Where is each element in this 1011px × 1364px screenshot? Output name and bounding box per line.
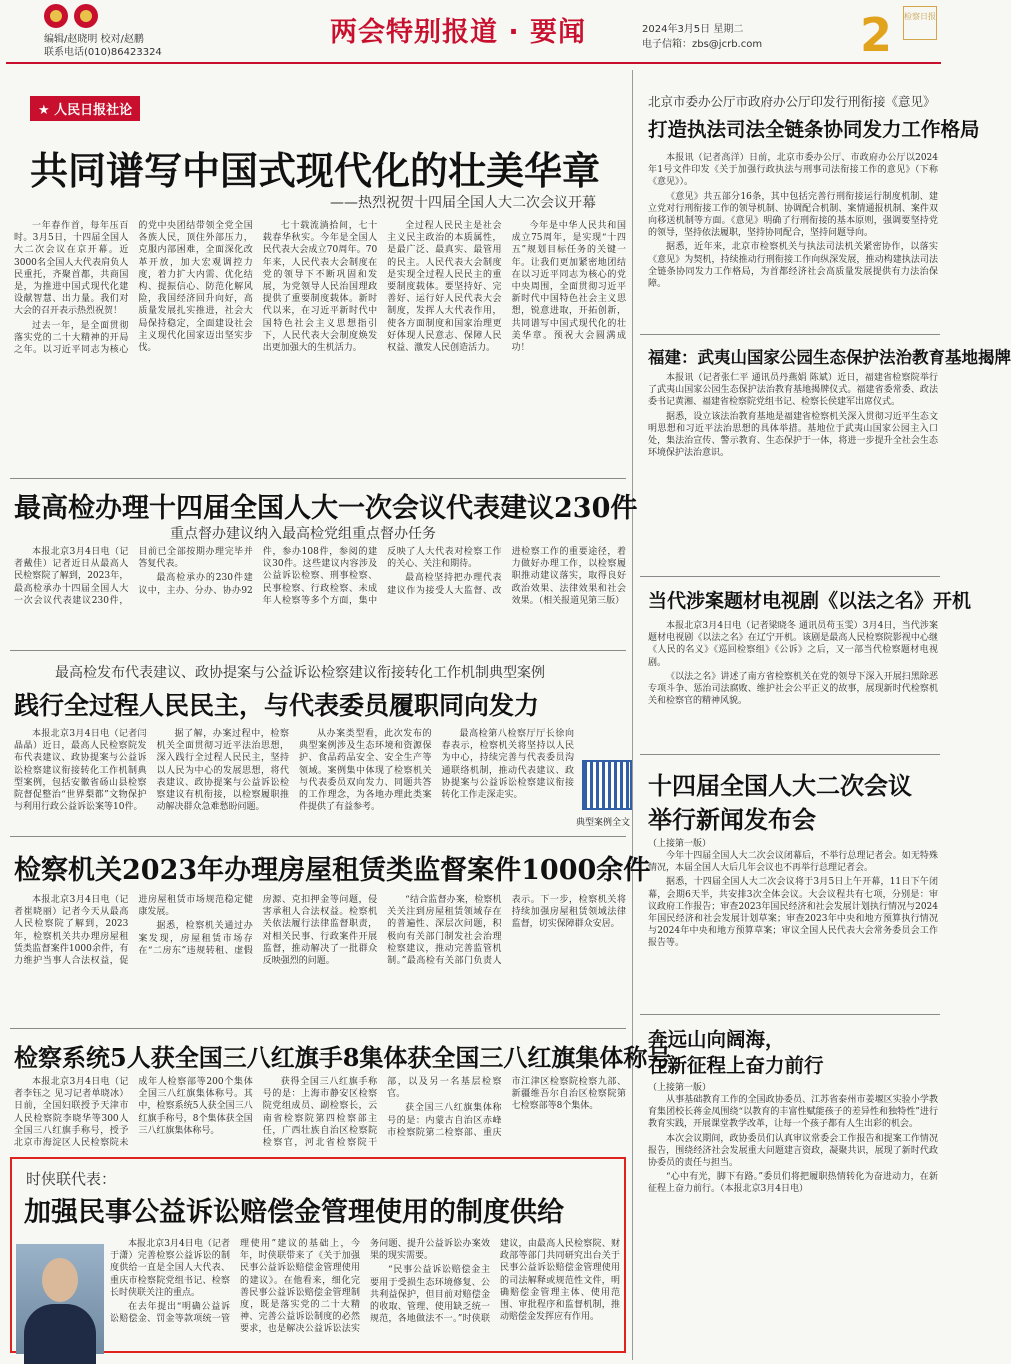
story-sanba-body	[14, 1076, 626, 1152]
story-shi-headline: 加强民事公益诉讼赔偿金管理使用的制度供给	[24, 1197, 564, 1228]
story-paragraph: 本报北京3月4日电（记者梁晓冬 通讯员苟玉雯）3月4日，当代涉案题材电视剧《以法之名》在辽宁开机。该剧是最高人民检察院影视中心继《人民的名义》《巡回检察组》《公诉》之后，又一部当代检察题材电视剧。	[648, 621, 938, 668]
story-paragraph: 本报讯（记者高洋）日前，北京市委办公厅、市政府办公厅以2024年1号文件印发《关于加强行政执法与刑事司法衔接工作的意见》（下称《意见》）。	[648, 153, 938, 188]
procuratorate-emblem-icon	[74, 4, 98, 28]
national-emblem-icon	[44, 4, 68, 28]
story-paragraph: 据悉，十四届全国人大二次会议将于3月5日上午开幕，11日下午闭幕，会期6天半，共安排3次全体会议。大会议程共有七项，分别是：审议政府工作报告；审查2023年国民经济和社会发展计划执行情况与2024年国民经济和社会发展计划草案；审查2023年中央和地方预算执行情况与2024年中央和地方预算草案；审议全国人民代表大会常务委员会工作报告等。	[648, 877, 938, 949]
divider	[640, 754, 940, 755]
story-paragraph: 获得全国三八红旗手称号的是：上海市静安区检察院党组成员、副检察长，云南省检察院第四检察部主任，广西壮族自治区检察院检察官，河北省检察院干部，以及另一名基层检察官。	[262, 1077, 502, 1149]
date-block	[642, 22, 762, 52]
contact-email: 电子信箱：zbs@jcrb.com	[642, 39, 763, 50]
story-shi-body	[110, 1238, 620, 1350]
story-gjy-subhead: 重点督办建议纳入最高检党组重点督办任务	[170, 526, 436, 542]
story-gjy-headline: 最高检办理十四届全国人大一次会议代表建议230件	[14, 493, 638, 524]
lead-headline: 共同谱写中国式现代化的壮美华章	[30, 148, 601, 193]
story-paragraph: 本报北京3月4日电（记者戴佳）记者近日从最高人民检察院了解到，2023年，最高检承办十四届全国人大一次会议代表建议230件，目前已全部按期办理完毕并答复代表。	[14, 547, 253, 606]
right-press-body	[648, 850, 938, 1010]
lead-paragraph: 过去一年，是全面贯彻落实党的二十大精神的开局之年。以习近平同志为核心的党中央团结带领全党全国各族人民，顶住外部压力，克服内部困难，全面深化改革开放，加大宏观调控力度，着力扩大内需、优化结构、提振信心、防范化解风险，我国经济回升向好，高质量发展扎实推进，社会大局保持稳定，全面建设社会主义现代化国家迈出坚实步伐。	[14, 221, 253, 356]
right-bottom-headline-2: 在新征程上奋力前行	[648, 1054, 824, 1077]
story-paragraph: “心中有光，脚下有路。”委员们将把履职热情转化为奋进动力，在新征程上奋力前行。（本报北京3月4日电）	[648, 1172, 938, 1195]
story-paragraph: 据悉，检察机关通过办案发现，房屋租赁市场存在“二房东”违规转租、虚假房源、克扣押金等问题，侵害承租人合法权益。检察机关依法履行法律监督职责，对相关民事、行政案件开展监督，推动解决了一批群众反映强烈的问题。	[138, 895, 378, 967]
lead-paragraph: 今年是中华人民共和国成立75周年，是实现“十四五”规划目标任务的关键一年。让我们更加紧密地团结在以习近平同志为核心的党中央周围，全面贯彻习近平新时代中国特色社会主义思想，锐意进取，开拓创新，共同谱写中国式现代化的壮美华章。预祝大会圆满成功！	[511, 221, 626, 354]
story-paragraph: 最高检第八检察厅厅长徐向春表示，检察机关将坚持以人民为中心，持续完善与代表委员沟通联络机制，推动代表建议、政协提案与公益诉讼检察建议衔接转化工作走深走实。	[441, 729, 574, 801]
editors-line: 编辑/赵晓明 校对/赵鹏	[44, 34, 144, 45]
story-shi-label: 时侠联代表：	[26, 1170, 117, 1188]
masthead-emblems	[44, 4, 184, 30]
story-paragraph: 本报讯（记者张仁平 通讯员丹燕娟 陈斌）近日，福建省检察院举行了武夷山国家公园生态保护法治教育基地揭牌仪式。福建省委常委、政法委书记黄湘、福建省检察院党组书记、检察长侯建军出席仪式。	[648, 373, 938, 408]
story-paragraph: 获全国三八红旗集体称号的是：内蒙古自治区赤峰市检察院第二检察部、重庆市江津区检察院检察九部、新疆维吾尔自治区检察院第七检察部等8个集体。	[387, 1077, 626, 1138]
story-paragraph: “结合监督办案，检察机关关注到房屋租赁领域存在的普遍性、深层次问题，积极向有关部门制发社会治理检察建议，推动完善监管机制。”最高检有关部门负责人表示。下一步，检察机关将持续加强房屋租赁领域法律监督，切实保障群众安居。	[387, 895, 626, 967]
story-paragraph: 最高检坚持把办理代表建议作为接受人大监督、改进检察工作的重要途径，着力做好办理工作，以检察履职推动建议落实，取得良好政治效果、法律效果和社会效果。（相关报道见第三版）	[387, 547, 626, 606]
story-paragraph: 本报北京3月4日电（记者闫晶晶）近日，最高人民检察院发布代表建议、政协提案与公益诉讼检察建议衔接转化工作机制典型案例，包括安徽省砀山县检察院督促整治“世界梨都”文物保护与利用行政公益诉讼案等10件。	[14, 729, 147, 813]
story-paragraph: “民事公益诉讼赔偿金主要用于受损生态环境修复、公共利益保护，但目前对赔偿金的收取、管理、使用缺乏统一规范，各地做法不一。”时侠联建议，由最高人民检察院、财政部等部门共同研究出台关于民事公益诉讼赔偿金管理使用的司法解释或规范性文件，明确赔偿金管理主体、使用范围、审批程序和监督机制，推动赔偿金发挥应有作用。	[370, 1239, 620, 1325]
story-sanba-headline: 检察系统5人获全国三八红旗手8集体获全国三八红旗集体称号	[14, 1043, 672, 1072]
story-gjy-body	[14, 546, 626, 646]
right-tv-body	[648, 620, 938, 750]
lead-body	[14, 220, 626, 470]
right-bottom-jump: （上接第一版）	[648, 1083, 712, 1093]
story-zufang-body	[14, 894, 626, 1022]
divider	[10, 650, 626, 651]
qr-code[interactable]	[582, 760, 632, 810]
right-press-headline-1: 十四届全国人大二次会议	[648, 771, 912, 800]
right-tv-headline: 当代涉案题材电视剧《以法之名》开机	[648, 590, 972, 612]
story-jianyi-body	[14, 728, 574, 830]
issue-date: 2024年3月5日 星期二	[642, 24, 744, 35]
divider	[10, 478, 626, 479]
story-paragraph: 今年十四届全国人大二次会议闭幕后，不举行总理记者会。如无特殊情况，本届全国人大后几年会议也不再举行总理记者会。	[648, 851, 938, 874]
story-paragraph: 在去年提出“明确公益诉讼赔偿金、罚金等款项统一管理使用”建议的基础上，今年，时侠联带来了《关于加强民事公益诉讼赔偿金管理使用的建议》。在他看来，细化完善民事公益诉讼赔偿金管理制度，既是落实党的二十大精神、完善公益诉讼制度的必然要求，也是解决公益诉讼法实务问题、提升公益诉讼办案效果的现实需要。	[110, 1239, 490, 1335]
divider	[10, 1028, 626, 1029]
story-paragraph: 本报北京3月4日电（记者李钰之 见习记者单晓冰）日前，全国妇联授予天津市人民检察院李晓华等300人全国三八红旗手称号，授予北京市海淀区人民检察院未成年人检察部等200个集体全国三八红旗集体称号。其中，检察系统5人获全国三八红旗手称号，8个集体获全国三八红旗集体称号。	[14, 1077, 253, 1149]
story-jianyi-headline: 践行全过程人民民主，与代表委员履职同向发力	[14, 691, 540, 720]
right-bottom-headline-1: 奔远山向阔海，	[648, 1028, 785, 1051]
divider	[640, 334, 940, 335]
editorial-tag: ★ 人民日报社论	[30, 96, 140, 121]
qr-caption: 典型案例全文	[576, 818, 631, 828]
lead-paragraph: 全过程人民民主是社会主义民主政治的本质属性，是最广泛、最真实、最管用的民主。人民代表大会制度是实现全过程人民民主的重要制度载体。要坚持好、完善好、运行好人民代表大会制度，发挥人大代表作用，使各方面制度和国家治理更好体现人民意志、保障人民权益、激发人民创造活力。	[387, 221, 502, 354]
story-paragraph: 从事基础教育工作的全国政协委员、江苏省泰州市姜堰区实验小学教育集团校长蒋金凤围绕“以教育的丰富性赋能孩子的差异性和独特性”进行教育实践，开展课堂教学改革，让每一个孩子都有人生出彩的机会。	[648, 1095, 938, 1130]
right-bottom-body	[648, 1094, 938, 1356]
right-press-headline-2: 举行新闻发布会	[648, 805, 816, 834]
story-jianyi-kicker: 最高检发布代表建议、政协提案与公益诉讼检察建议衔接转化工作机制典型案例	[55, 665, 545, 681]
right-top-headline: 打造执法司法全链条协同发力工作格局	[648, 118, 980, 141]
editor-info	[44, 33, 162, 59]
lead-paragraph: 七十载流淌拾间，七十载春华秋实。今年是全国人民代表大会成立70周年。70年来，人民代表大会制度在党的领导下不断巩固和发展，为党领导人民治国理政提供了重要制度载体。新时代以来，在习近平新时代中国特色社会主义思想指引下，人民代表大会制度焕发出更加强大的生机活力。	[262, 221, 378, 354]
right-fujian-headline: 福建：武夷山国家公园生态保护法治教育基地揭牌	[648, 348, 1011, 367]
story-paragraph: 《以法之名》讲述了南方省检察机关在党的领导下深入开展扫黑除恶专项斗争、惩治司法腐败、维护社会公平正义的故事，展现新时代检察机关和检察官的精神风貌。	[648, 671, 938, 707]
column-separator	[632, 70, 633, 1360]
story-paragraph: 本报北京3月4日电（记者崔晓丽）记者今天从最高人民检察院了解到，2023年，检察机关共办理房屋租赁类监督案件1000余件，有力维护当事人合法权益，促进房屋租赁市场规范稳定健康发展。	[14, 895, 253, 967]
right-press-jump: （上接第一版）	[648, 839, 712, 849]
section-title: 两会特别报道 · 要闻	[330, 17, 587, 48]
story-paragraph: 《意见》共五部分16条，其中包括完善行刑衔接运行制度机制、建立党对行刑衔接工作的领导机制、协调配合机制、案情通报机制、案件双向移送机制等方面。《意见》明确了行刑衔接的基本原则，强调要坚持党的领导，坚持依法履职，坚持协同配合，坚持问题导向。	[648, 191, 938, 239]
story-paragraph: 据悉，设立该法治教育基地是福建省检察机关深入贯彻习近平生态文明思想和习近平法治思想的具体举措。基地位于武夷山国家公园主入口处，集法治宣传、警示教育、生态保护于一体，将进一步提升全社会生态环境保护法治意识。	[648, 411, 938, 459]
header-rule	[6, 62, 941, 64]
story-paragraph: 最高检承办的230件建议中，主办、分办、协办92件，参办108件，参阅的建议30件。这些建议内容涉及公益诉讼检察、刑事检察、民事检察、行政检察、未成年人检察等多个方面，集中反映了人大代表对检察工作的关心、关注和期待。	[138, 547, 502, 606]
divider	[640, 576, 940, 577]
newspaper-seal: 检察日报	[903, 6, 937, 40]
divider	[640, 1014, 940, 1015]
delegate-portrait	[16, 1244, 104, 1354]
story-paragraph: 本次会议期间，政协委员们认真审议常委会工作报告和提案工作情况报告，围绕经济社会发展重大问题建言资政，凝聚共识，展现了新时代政协委员的责任与担当。	[648, 1133, 938, 1169]
story-paragraph: 据了解，办案过程中，检察机关全面贯彻习近平法治思想，深入践行全过程人民民主，坚持以人民为中心的发展思想，将代表建议、政协提案与公益诉讼检察建议有机衔接，以检察履职推动解决群众急难愁盼问题。	[156, 729, 289, 813]
right-top-kicker: 北京市委办公厅市政府办公厅印发行刑衔接《意见》	[648, 94, 936, 109]
lead-subhead: ——热烈祝贺十四届全国人大二次会议开幕	[330, 195, 596, 211]
story-paragraph: 从办案类型看，此次发布的典型案例涉及生态环境和资源保护、食品药品安全、安全生产等领域。案例集中体现了检察机关与代表委员双向发力、同题共答的工作理念，为各地办理此类案件提供了有益参考。	[299, 729, 432, 813]
story-zufang-headline: 检察机关2023年办理房屋租赁类监督案件1000余件	[14, 855, 651, 886]
right-fujian-body	[648, 372, 938, 572]
divider	[10, 836, 626, 837]
right-top-body	[648, 152, 938, 332]
story-paragraph: 本报北京3月4日电（记者于潇）完善检察公益诉讼的制度供给一直是全国人大代表、重庆市检察院党组书记、检察长时侠联关注的重点。	[110, 1239, 230, 1298]
page-number: 2	[860, 8, 893, 62]
page-header	[0, 0, 947, 68]
lead-paragraph: 一年春作首，每年压百时。3月5日，十四届全国人大二次会议在京开幕。近3000名全国人大代表肩负人民重托，齐聚首都，共商国是，为推进中国式现代化建设献智慧、出力量。我们对大会的召开表示热烈祝贺！	[14, 221, 129, 317]
story-paragraph: 据悉，近年来，北京市检察机关与执法司法机关紧密协作，以落实《意见》为契机，持续推动行刑衔接工作向纵深发展，推动构建执法司法全链条协同发力工作格局，为首都经济社会高质量发展提供有力法治保障。	[648, 242, 938, 290]
phone-line: 联系电话(010)86423324	[44, 47, 162, 58]
